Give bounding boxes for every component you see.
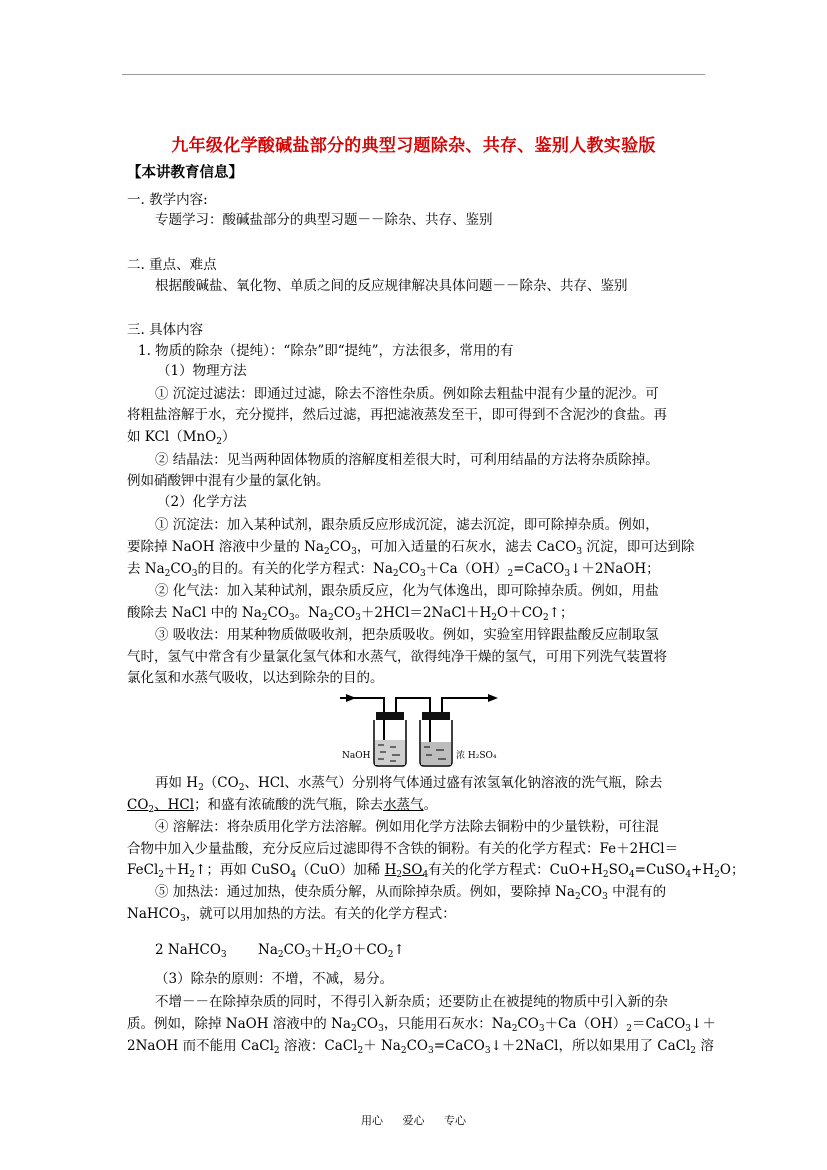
p1-line-b: 将粗盐溶解于水，充分搅拌，然后过滤，再把滤液蒸发至干，即可得到不含泥沙的食盐。再 (127, 407, 667, 423)
page-footer (0, 1112, 827, 1128)
p1-line-a: ① 沉淀过滤法：即通过过滤，除去不溶性杂质。例如除去粗盐中混有少量的泥沙。可 (155, 386, 659, 402)
footer-word-1: 用心 (361, 1114, 383, 1127)
c4-line-b: 合物中加入少量盐酸，充分反应后过滤即得不含铁的铜粉。有关的化学方程式：Fe＋2HCl＝ (127, 841, 679, 857)
principle-line-c: 2NaOH 而不能用 CaCl$_2$ 溶液：CaCl$_2$＋ $Na_2CO_3=CaCO_3↓+2NaCl$，所以如果用了 CaCl$_2$ 溶 (127, 1038, 714, 1056)
naoh-label: NaOH (342, 751, 371, 761)
p2-line-b: 例如硝酸钾中混有少量的氯化钠。 (127, 473, 330, 489)
c5-line-b: NaHCO$_3$，就可以用加热的方法。有关的化学方程式： (127, 906, 456, 924)
equation-products: $Na_2CO_3+H_2O+CO_2↑$ (258, 942, 405, 960)
r-line-a: 再如 $H_2(CO_2$、HCl、水蒸气）分别将气体通过盛有浓氢氧化钠溶液的洗气瓶，除去 (155, 775, 663, 793)
item1-text: 1. 物质的除杂（提纯）：“除杂”即“提纯”，方法很多，常用的有 (138, 343, 514, 359)
header-rule (122, 74, 705, 75)
c3-line-b: 气时，氢气中常含有少量氯化氢气体和水蒸气，欲得纯净干燥的氢气，可用下列洗气装置将 (127, 649, 667, 665)
c4-line-c: $FeCl_2+H_2↑$；再如 CuSO$_4$（CuO）加稀 $H_2SO_4$有关的化学方程式：$CuO+H_2SO_4=CuSO_4+H_2O$； (127, 862, 745, 880)
c2-line-b: 酸除去 NaCl 中的 $Na_2CO_3$。$Na_2CO_3+2HCl=2NaCl+H_2O+CO_2↑$； (127, 605, 574, 623)
c2-line-a: ② 化气法：加入某种试剂，跟杂质反应，化为气体逸出，即可除掉杂质。例如，用盐 (155, 583, 659, 599)
principle-heading: （3）除杂的原则：不增，不减，易分。 (155, 971, 394, 987)
c4-line-a: ④ 溶解法：将杂质用化学方法溶解。例如用化学方法除去铜粉中的少量铁粉，可往混 (155, 819, 659, 835)
sec2-heading: 二. 重点、难点 (127, 257, 217, 273)
r-line-b: $CO_2$、HCl；和盛有浓硫酸的洗气瓶，除去水蒸气。 (127, 797, 438, 815)
sec3-heading: 三. 具体内容 (127, 322, 204, 338)
c1-line-a: ① 沉淀法：加入某种试剂，跟杂质反应形成沉淀，滤去沉淀，即可除掉杂质。例如， (155, 517, 659, 533)
h2so4-label: 浓 H₂SO₄ (456, 751, 497, 761)
gas-washing-apparatus-figure (338, 690, 528, 768)
c3-line-a: ③ 吸收法：用某种物质做吸收剂，把杂质吸收。例如，实验室用锌跟盐酸反应制取氢 (155, 627, 659, 643)
c1-line-c: 去 $Na_2CO_3$的目的。有关的化学方程式：$Na_2CO_3+Ca(OH)_2=CaCO_3↓+2NaOH$； (127, 561, 660, 579)
equation-reactant: 2 NaHCO$_3$ (155, 942, 227, 960)
c1-line-b: 要除掉 NaOH 溶液中少量的 $Na_2CO_3$，可加入适量的石灰水，滤去 CaCO$_3$ 沉淀，即可达到除 (127, 539, 695, 557)
c3-line-c: 氯化氢和水蒸气吸收，以达到除杂的目的。 (127, 670, 384, 686)
p1-line-c: 如 KCl（MnO$_2$） (127, 429, 236, 447)
sec2-body: 根据酸碱盐、氧化物、单质之间的反应规律解决具体问题－－除杂、共存、鉴别 (155, 278, 628, 294)
principle-line-b: 质。例如，除掉 NaOH 溶液中的 $Na_2CO_3$，只能用石灰水：$Na_2CO_3+Ca(OH)_2=CaCO_3↓+$ (127, 1016, 716, 1034)
sec1-heading: 一. 教学内容: (127, 192, 208, 208)
info-header: 【本讲教育信息】 (127, 164, 243, 181)
page-title: 九年级化学酸碱盐部分的典型习题除杂、共存、鉴别人教实验版 (171, 136, 656, 156)
chemical-heading: （2）化学方法 (157, 494, 247, 510)
p2-line-a: ② 结晶法：见当两种固体物质的溶解度相差很大时，可利用结晶的方法将杂质除掉。 (155, 452, 659, 468)
physical-heading: （1）物理方法 (157, 363, 247, 379)
principle-line-a: 不增－－在除掉杂质的同时，不得引入新杂质；还要防止在被提纯的物质中引入新的杂 (155, 994, 668, 1010)
c5-line-a: ⑤ 加热法：通过加热，使杂质分解，从而除掉杂质。例如，要除掉 $Na_2CO_3$ 中混有的 (155, 884, 667, 902)
footer-word-3: 专心 (444, 1114, 466, 1127)
sec1-body: 专题学习：酸碱盐部分的典型习题－－除杂、共存、鉴别 (155, 212, 493, 228)
footer-word-2: 爱心 (402, 1114, 425, 1127)
